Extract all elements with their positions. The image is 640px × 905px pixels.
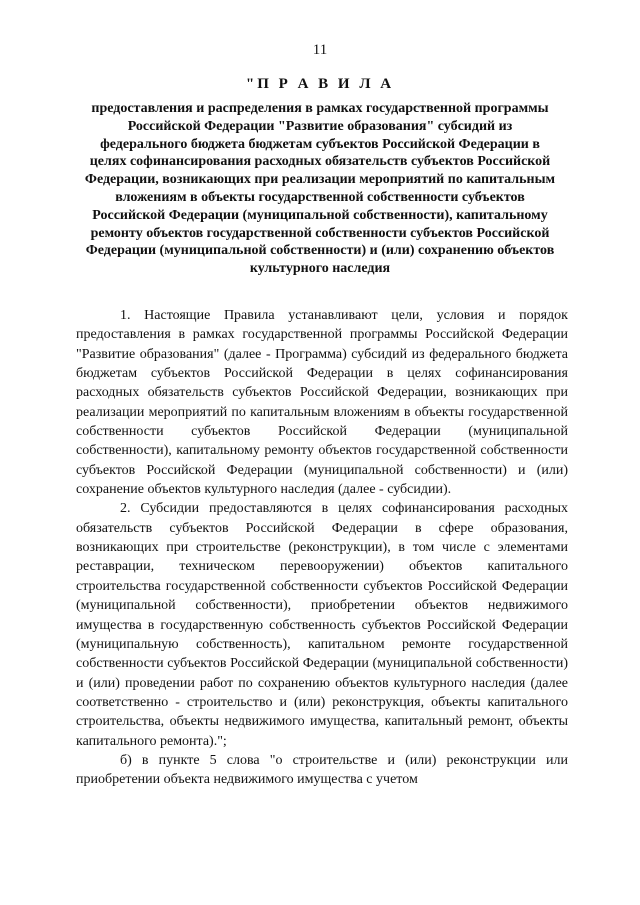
page-number: 11 xyxy=(312,42,328,58)
document-title: "П Р А В И Л А xyxy=(245,76,395,92)
document-body xyxy=(76,306,568,790)
paragraph-1: 1. Настоящие Правила устанавливают цели, условия и порядок предоставления в рамках государственной программы Российской Федерации "Развитие образования" (далее - Программа) субсидий из федерального бюджета бюджетам субъектов Российской Федерации в целях софинансирования расходных обязательств субъектов Российской Федерации, возникающих при реализации мероприятий по капитальным вложениям в объекты государственной собственности субъектов Российской Федерации (муниципальной собственности), капитальному ремонту объектов государственной собственности субъектов Российской Федерации (муниципальной собственности) и (или) сохранение объектов культурного наследия (далее - субсидии). xyxy=(76,308,568,498)
document-subtitle: предоставления и распределения в рамках государственной программы Российской Федерации "Развитие образования" субсидий из федерального бюджета бюджетам субъектов Российской Федерации в целях софинансирования расходных обязательств субъектов Российской Федерации, возникающих при реализации мероприятий по капитальным вложениям в объекты государственной собственности субъектов Российской Федерации (муниципальной собственности), капитальному ремонту объектов государственной собственности субъектов Российской Федерации (муниципальной собственности) и (или) сохранению объектов культурного наследия xyxy=(84,101,556,277)
paragraph-2: 2. Субсидии предоставляются в целях софинансирования расходных обязательств субъектов Российской Федерации в сфере образования, возникающих при строительстве (реконструкции), в том числе с элементами реставрации, техническом перевооружении) объектов капитального строительства государственной собственности субъектов Российской Федерации (муниципальной собственности), приобретении объектов недвижимого имущества в государственную собственность субъектов Российской Федерации (муниципальную собственность), капитальном ремонте государственной собственности субъектов Российской Федерации (муниципальной собственности) и (или) проведении работ по сохранению объектов культурного наследия (далее соответственно - строительство и (или) реконструкция, объекты капитального строительства, объекты недвижимого имущества, капитальный ремонт, объекты капитального ремонта)."; xyxy=(76,501,568,749)
paragraph-3: б) в пункте 5 слова "о строительстве и (или) реконструкции или приобретении объекта недвижимого имущества с учетом xyxy=(76,752,568,788)
